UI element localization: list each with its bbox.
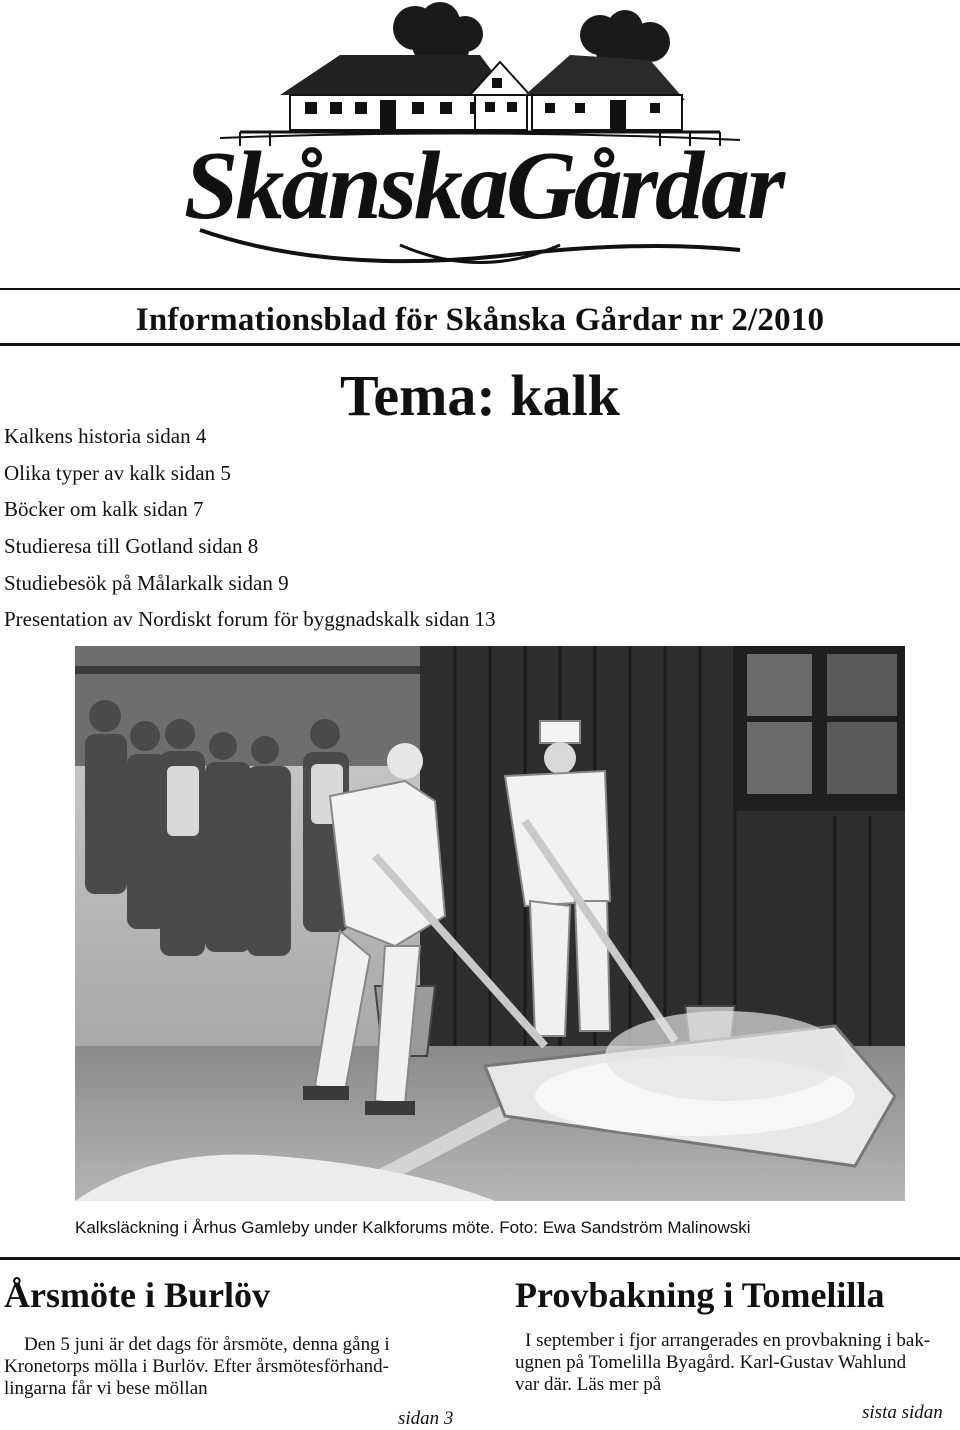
article-line: lingarna får vi bese möllan [4,1378,208,1399]
svg-text:SkånskaGårdar: SkånskaGårdar [183,132,783,240]
article-line: var där. Läs mer på [515,1374,662,1395]
article-title: Provbakning i Tomelilla [515,1275,885,1315]
article-body [515,1330,955,1396]
article-line: Den 5 juni är det dags för årsmöte, denna gång i [24,1334,390,1355]
toc-item: Olika typer av kalk sidan 5 [4,460,231,485]
logo [178,100,788,270]
toc-item: Studiebesök på Målarkalk sidan 9 [4,570,289,595]
toc-item: Böcker om kalk sidan 7 [4,497,204,522]
lime-slaking-photo [75,646,905,1201]
toc-item: Presentation av Nordiskt forum för byggnadskalk sidan 13 [4,607,496,632]
article-line: ugnen på Tomelilla Byagård. Karl-Gustav Wahlund [515,1352,907,1373]
header-rule [0,343,960,346]
page-reference: sista sidan [862,1402,943,1423]
article-line: I september i fjor arrangerades en provbakning i bak- [525,1330,931,1351]
top-rule [0,288,960,290]
page-reference: sidan 3 [398,1408,454,1429]
table-of-contents [4,418,496,638]
article-line: Kronetorps mölla i Burlöv. Efter årsmötesförhand- [4,1356,390,1377]
article-body [4,1334,462,1400]
toc-item: Studieresa till Gotland sidan 8 [4,534,259,559]
newsletter-info-line: Informationsblad för Skånska Gårdar nr 2/2010 [135,302,825,338]
articles-rule [0,1257,960,1260]
toc-item: Kalkens historia sidan 4 [4,424,207,448]
article-title: Årsmöte i Burlöv [4,1275,270,1315]
issue-theme-title: Tema: kalk [340,363,620,428]
photo-caption: Kalksläckning i Århus Gamleby under Kalkforums möte. Foto: Ewa Sandström Malinowski [75,1218,751,1237]
